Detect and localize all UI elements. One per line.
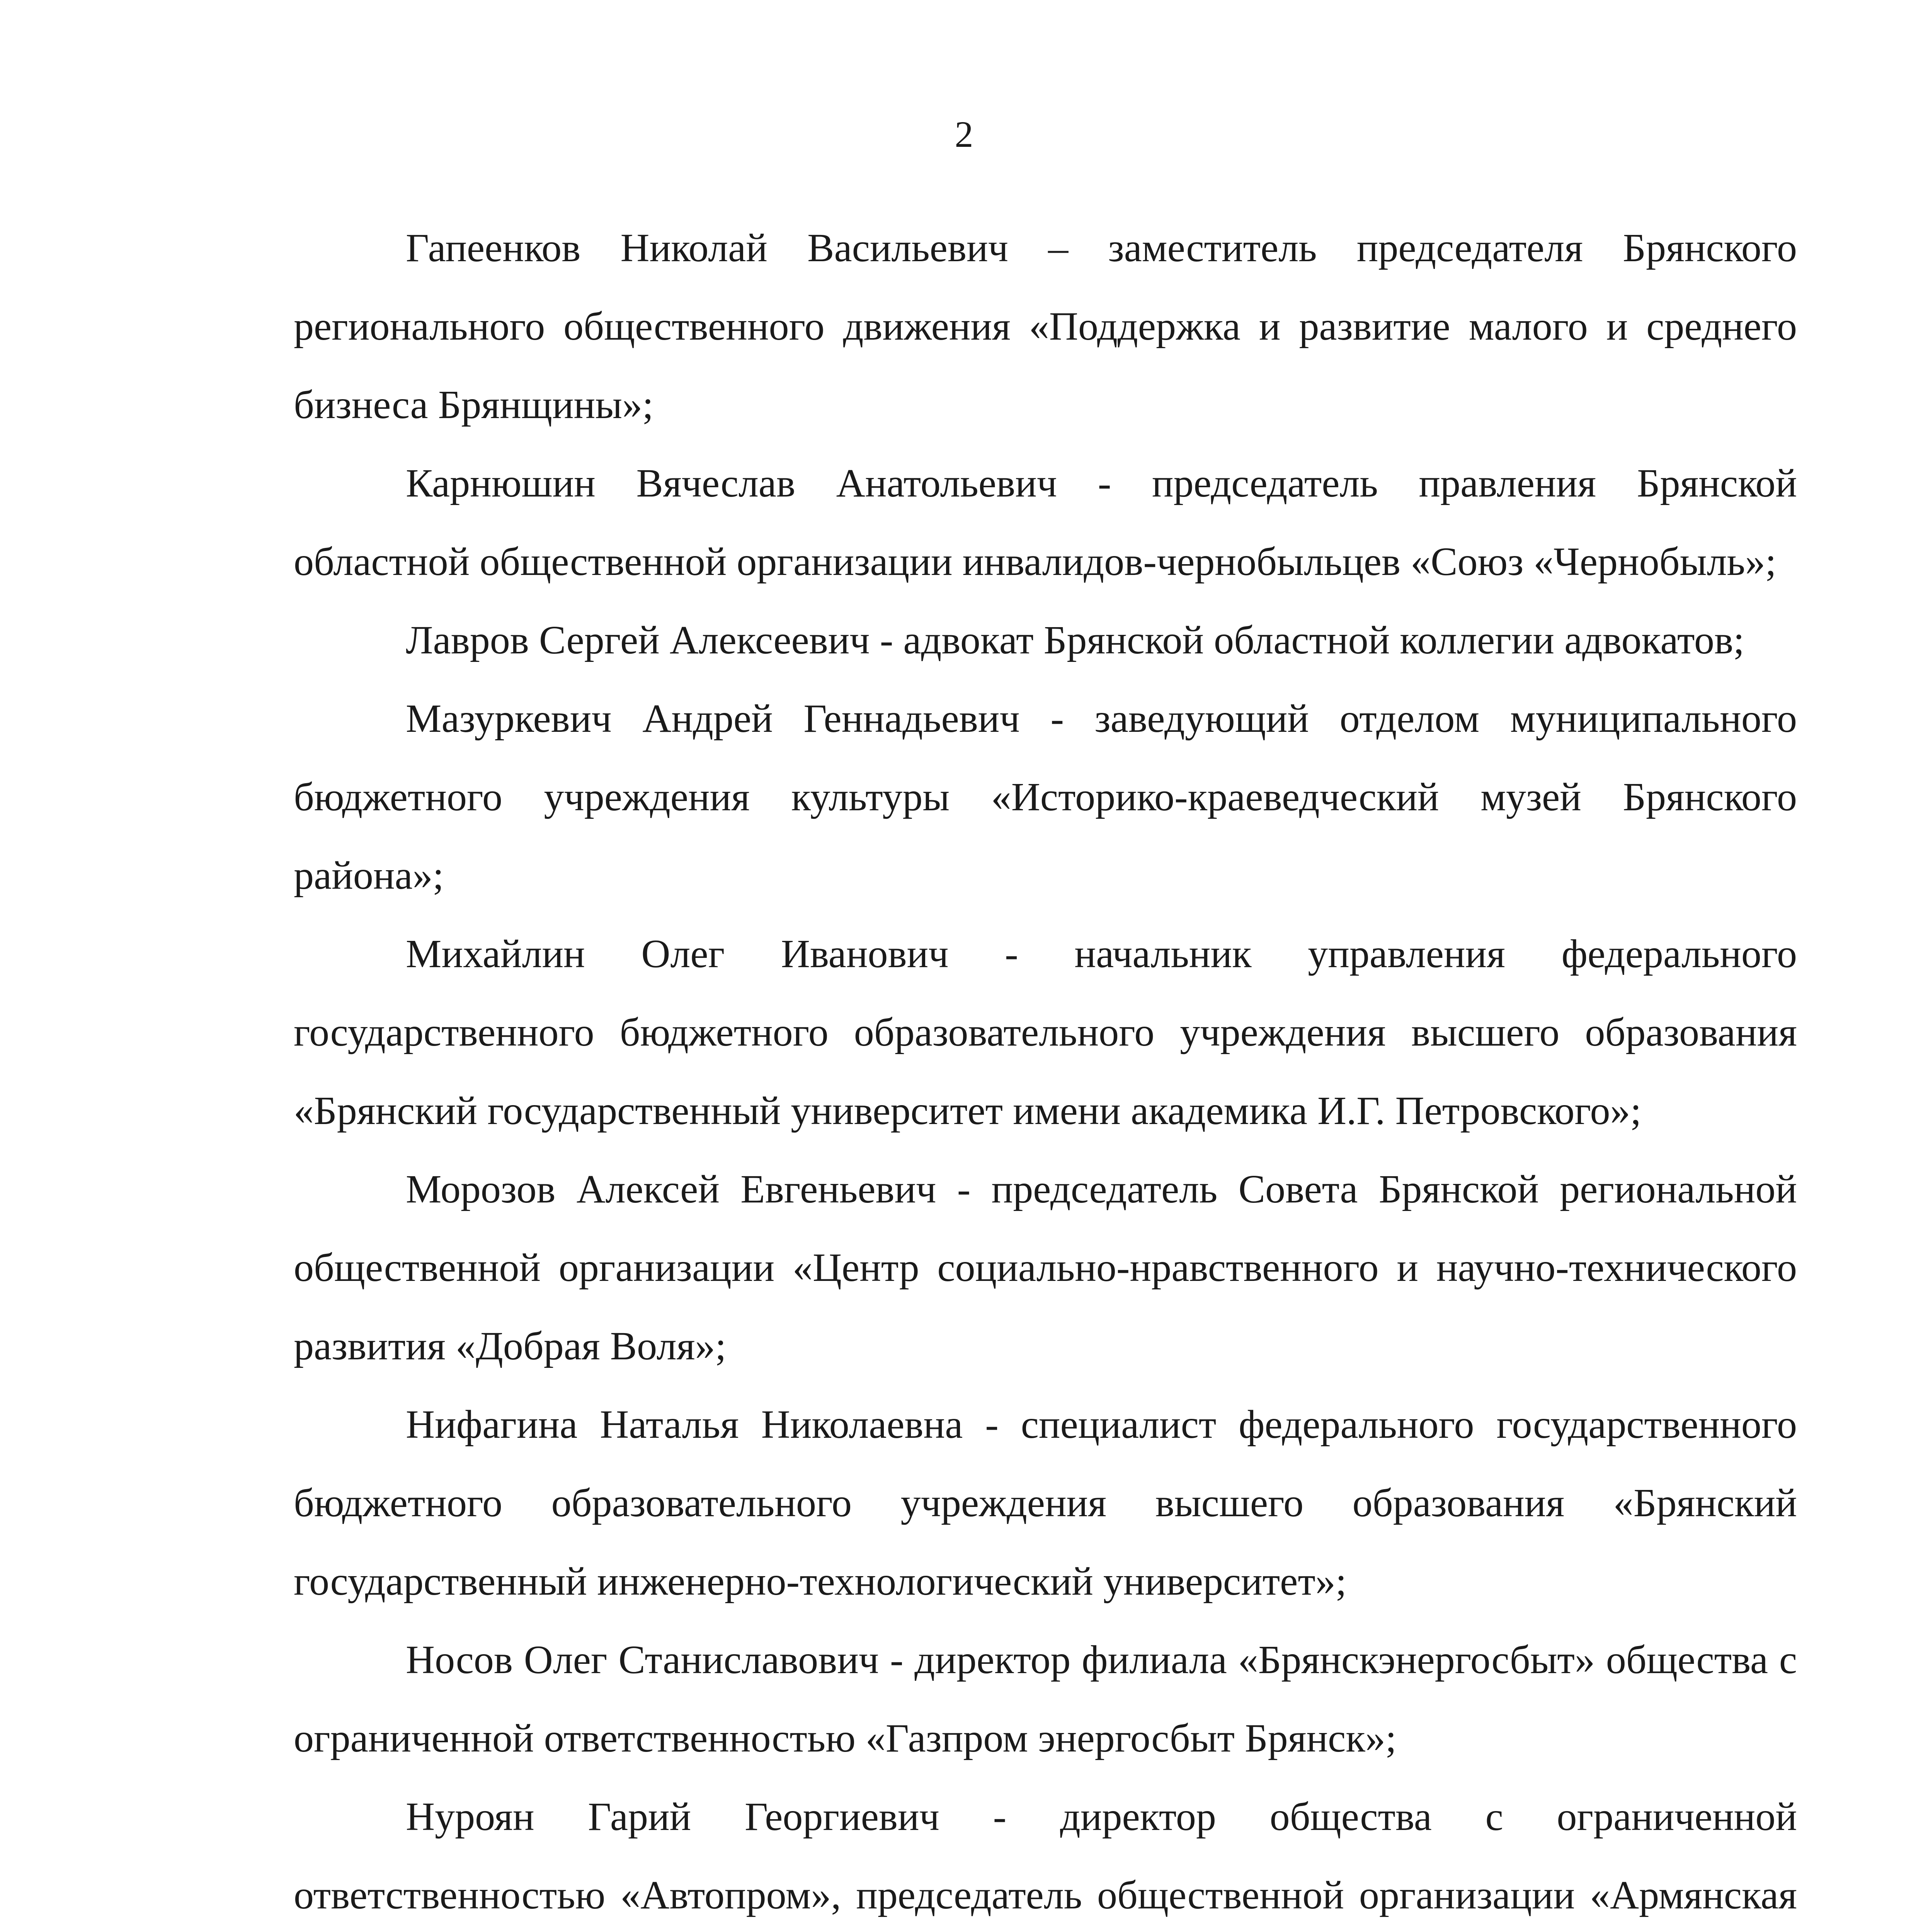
list-item: Нуроян Гарий Георгиевич - директор общества с ограниченной ответственностью «Автопром», председатель общественной организации «Армянская <box>294 1794 1797 1917</box>
list-item: Морозов Алексей Евгеньевич - председатель Совета Брянской региональной общественной организации «Центр социально-нравственного и научно-технического развития «Добрая Воля»; <box>294 1167 1797 1368</box>
member-list <box>294 209 1797 1932</box>
list-item: Гапеенков Николай Васильевич – заместитель председателя Брянского регионального общественного движения «Поддержка и развитие малого и среднего бизнеса Брянщины»; <box>294 226 1797 427</box>
list-item: Карнюшин Вячеслав Анатольевич - председатель правления Брянской областной общественной организации инвалидов-чернобыльцев «Союз «Чернобыль»; <box>294 461 1797 584</box>
list-item: Носов Олег Станиславович - директор филиала «Брянскэнергосбыт» общества с ограниченной ответственностью «Газпром энергосбыт Брянск»; <box>294 1638 1797 1760</box>
list-item: Нифагина Наталья Николаевна - специалист федерального государственного бюджетного образовательного учреждения высшего образования «Брянский государственный инженерно-технологический университет»; <box>294 1402 1797 1604</box>
list-item: Лавров Сергей Алексеевич - адвокат Брянской областной коллегии адвокатов; <box>406 618 1745 662</box>
list-item: Михайлин Олег Иванович - начальник управления федерального государственного бюджетного образовательного учреждения высшего образования «Брянский государственный университет имени академика И.Г. Петровского»; <box>294 932 1797 1133</box>
page-number: 2 <box>955 114 973 155</box>
list-item: Мазуркевич Андрей Геннадьевич - заведующий отделом муниципального бюджетного учреждения культуры «Историко-краеведческий музей Брянского района»; <box>294 696 1797 898</box>
